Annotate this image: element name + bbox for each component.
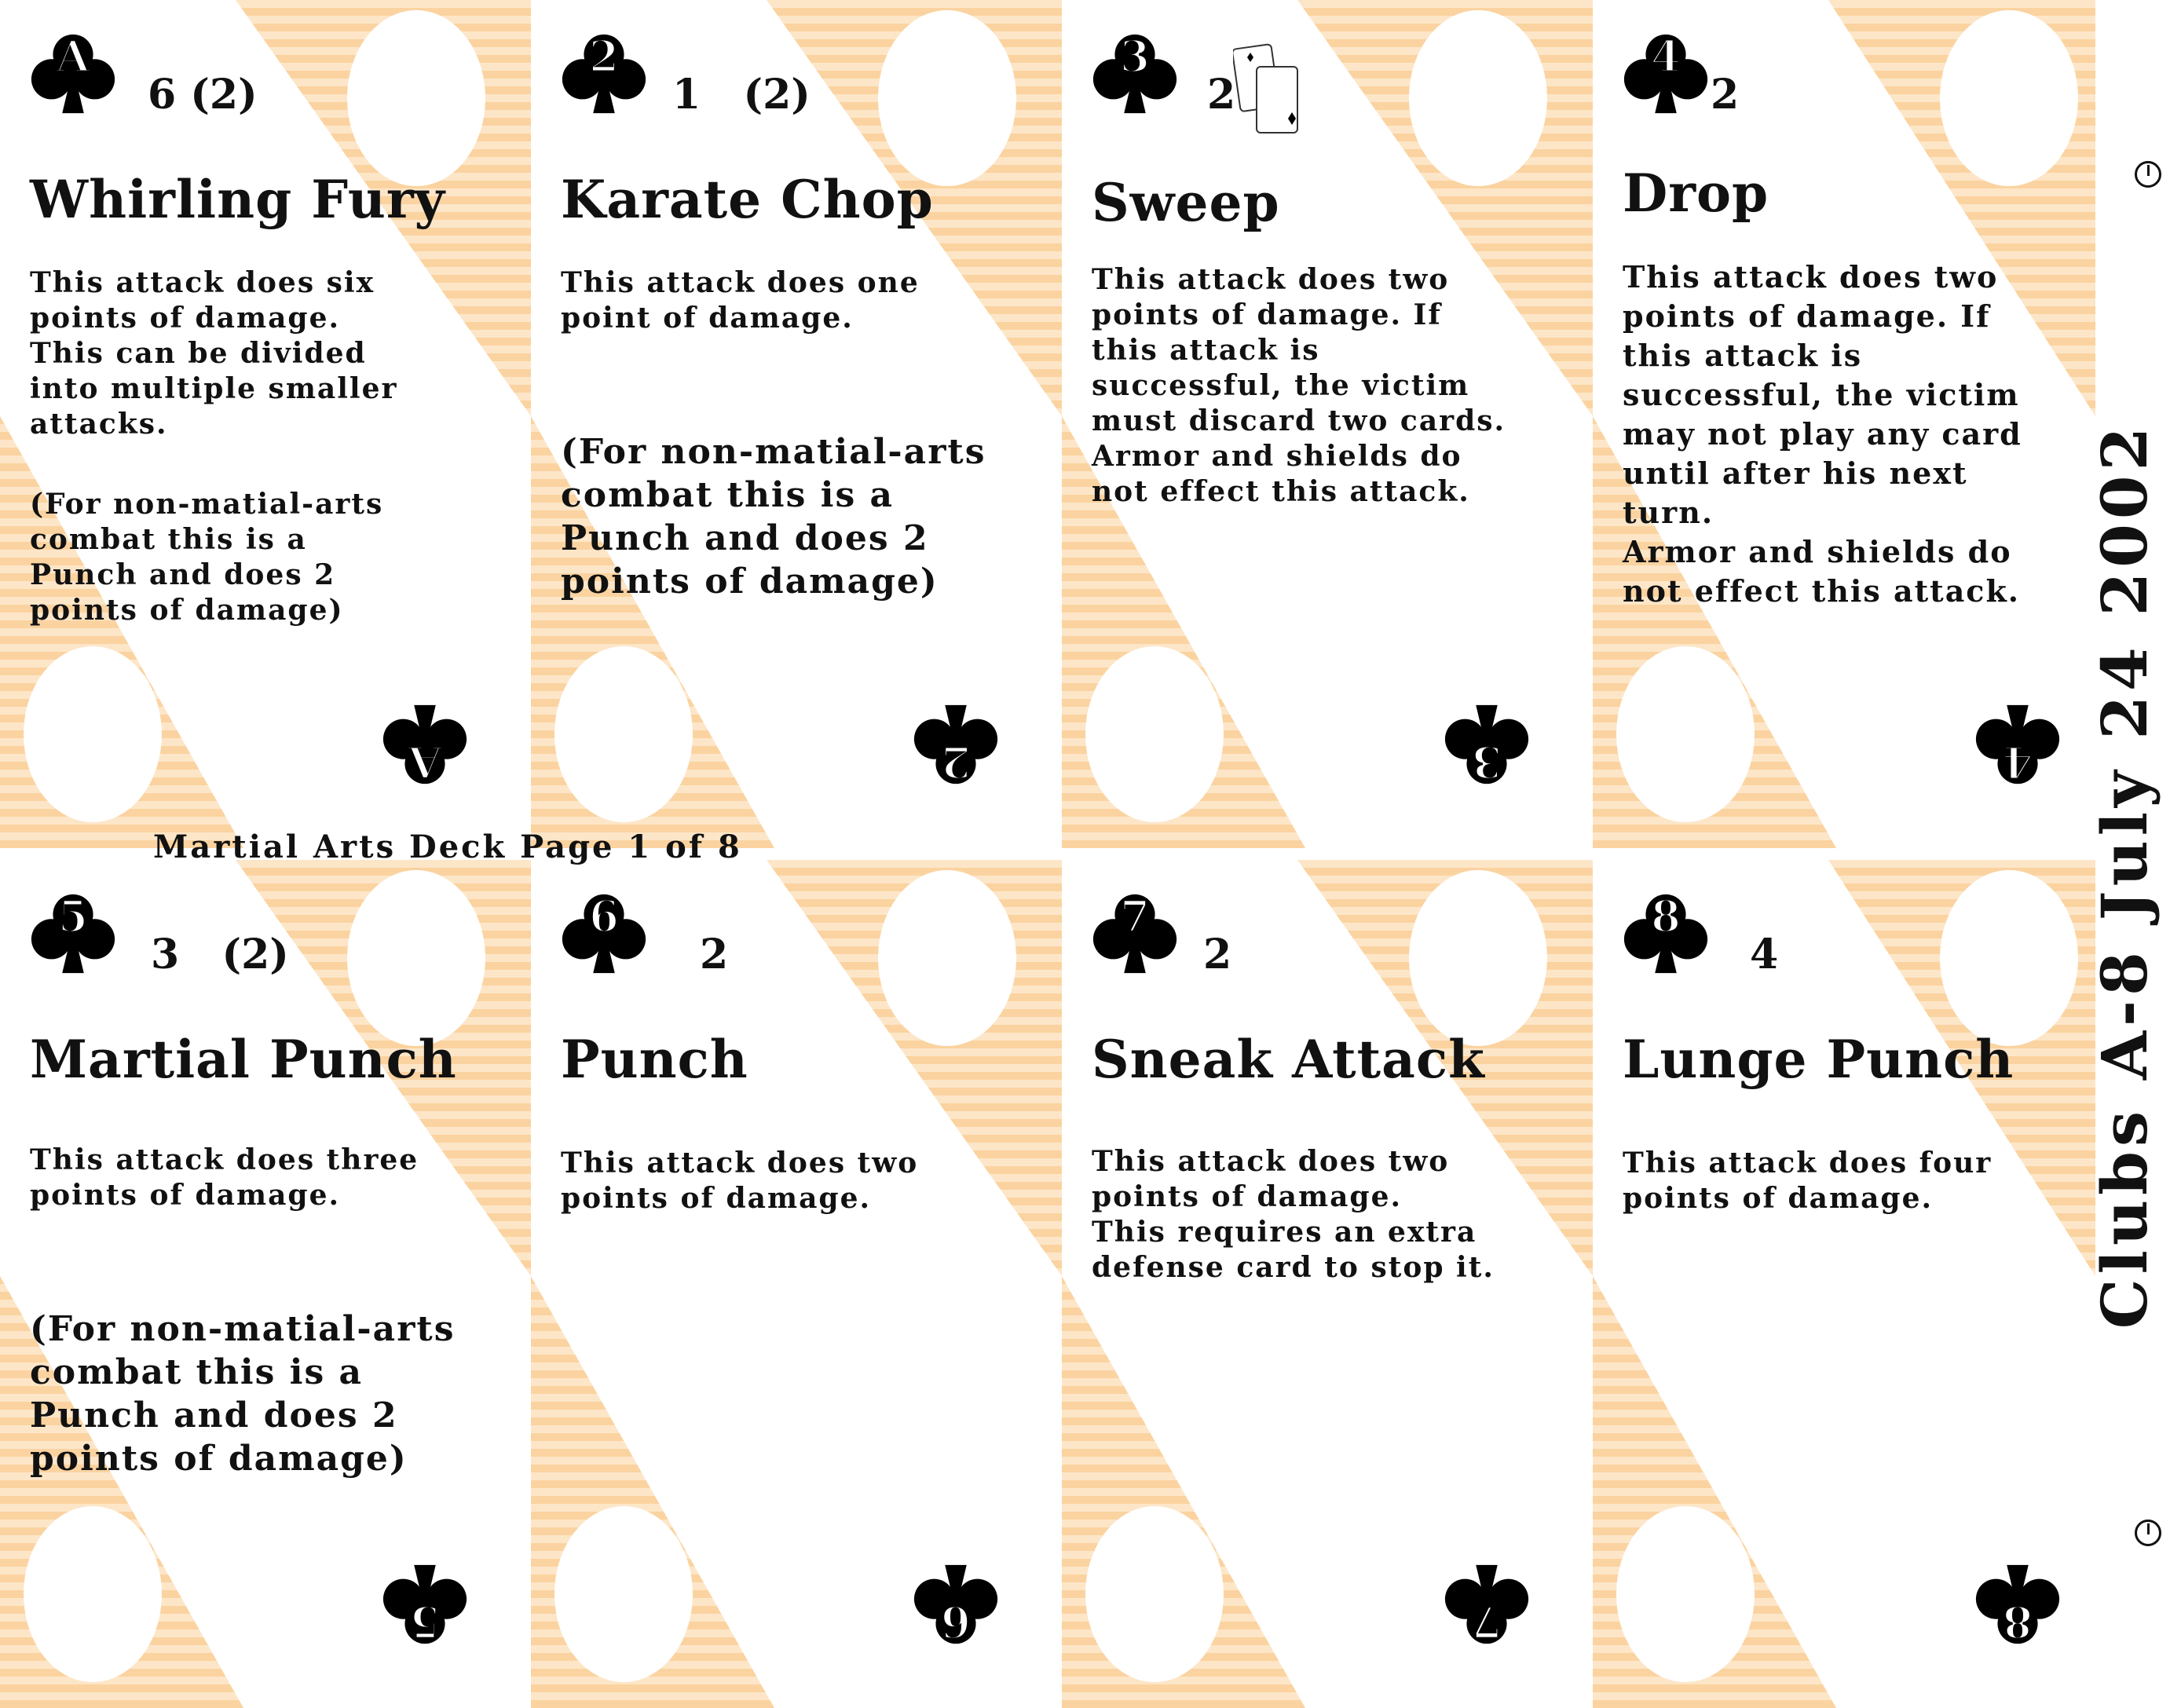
card-a: [0, 0, 531, 848]
rank-char: 5: [57, 891, 89, 942]
card-text: This attack does two points of damage. If this attack is successful, the victim must discard two cards. Armor and shields do not effect this attack.: [1092, 263, 1506, 508]
card-note: (For non-matial-arts combat this is a Punch and does 2 points of damage): [561, 432, 986, 602]
rank-char: 6: [588, 891, 620, 942]
rank-suit-icon: [27, 27, 119, 119]
rank-char: A: [408, 736, 442, 788]
damage-value: 2: [1203, 931, 1232, 978]
damage-value: 2: [700, 931, 729, 978]
rank-suit-icon-inverted: [1440, 699, 1533, 792]
card-title: Lunge Punch: [1623, 1029, 2014, 1090]
card-4: [1593, 0, 2124, 848]
rank-suit-icon-inverted: [379, 1559, 471, 1651]
rank-char: 2: [588, 31, 620, 82]
rank-char: 8: [1650, 891, 1681, 942]
card-title: Whirling Fury: [30, 169, 446, 230]
rank-suit-icon-inverted: [909, 699, 1002, 792]
card-title: Drop: [1623, 163, 1769, 224]
card-text: This attack does six points of damage. This can be divided into multiple smaller attacks.: [30, 266, 398, 441]
card-2: [531, 0, 1062, 848]
card-8: [1593, 860, 2124, 1708]
rank-char: 7: [1471, 1596, 1502, 1648]
card-text: This attack does two points of damage. This requires an extra defense card to stop it.: [1092, 1145, 1495, 1284]
rank-char: 7: [1119, 891, 1151, 942]
card-text: This attack does three points of damage.: [30, 1143, 419, 1212]
card-note: (For non-matial-arts combat this is a Punch and does 2 points of damage): [30, 488, 384, 627]
card-title: Martial Punch: [30, 1029, 457, 1090]
rank-suit-icon: [27, 887, 119, 979]
rank-suit-icon-inverted: [379, 699, 471, 792]
card-5: [0, 860, 531, 1708]
rank-char: 3: [1119, 31, 1151, 82]
rank-char: 6: [940, 1596, 972, 1648]
damage-value: 4: [1750, 931, 1779, 978]
card-text: This attack does two points of damage. If this attack is successful, the victim may not play any card until after his next turn. Armor and shields do not effect this attack.: [1623, 259, 2022, 609]
card-text: This attack does two points of damage.: [561, 1147, 919, 1215]
rank-suit-icon: [1089, 27, 1181, 119]
damage-value: 1 (2): [672, 71, 811, 119]
card-title: Sweep: [1092, 172, 1280, 233]
damage-value: 3 (2): [151, 931, 289, 978]
rank-suit-icon: [558, 27, 650, 119]
rank-suit-icon: [1619, 887, 1712, 979]
rank-suit-icon: [1089, 887, 1181, 979]
damage-value: 2: [1207, 71, 1236, 119]
card-note: (For non-matial-arts combat this is a Punch and does 2 points of damage): [30, 1309, 456, 1479]
card-title: Punch: [561, 1029, 748, 1090]
card-title: Karate Chop: [561, 169, 934, 230]
card-text: This attack does four points of damage.: [1623, 1147, 1993, 1215]
rank-suit-icon-inverted: [1971, 1559, 2064, 1651]
rank-suit-icon-inverted: [1971, 699, 2064, 792]
rank-char: A: [56, 31, 90, 82]
damage-value: 2: [1711, 71, 1740, 119]
rank-char: 5: [409, 1596, 441, 1648]
registration-mark-icon: [2135, 1520, 2161, 1546]
side-title: Clubs A-8 July 24 2002: [2088, 422, 2161, 1329]
card-text: This attack does one point of damage.: [561, 266, 920, 335]
card-title: Sneak Attack: [1092, 1029, 1485, 1090]
rank-suit-icon: [558, 887, 650, 979]
rank-suit-icon-inverted: [909, 1559, 1002, 1651]
rank-char: 3: [1471, 736, 1502, 788]
rank-char: 4: [2002, 736, 2033, 788]
damage-value: 6 (2): [148, 71, 258, 119]
playing-cards-icon: [1233, 43, 1304, 137]
registration-mark-icon: [2135, 161, 2161, 188]
rank-suit-icon-inverted: [1440, 1559, 1533, 1651]
card-6: [531, 860, 1062, 1708]
rank-char: 2: [940, 736, 972, 788]
rank-char: 8: [2002, 1596, 2033, 1648]
rank-char: 4: [1650, 31, 1681, 82]
card-3: [1062, 0, 1593, 848]
rank-suit-icon: [1619, 27, 1712, 119]
page-label: Martial Arts Deck Page 1 of 8: [153, 828, 742, 865]
card-7: [1062, 860, 1593, 1708]
